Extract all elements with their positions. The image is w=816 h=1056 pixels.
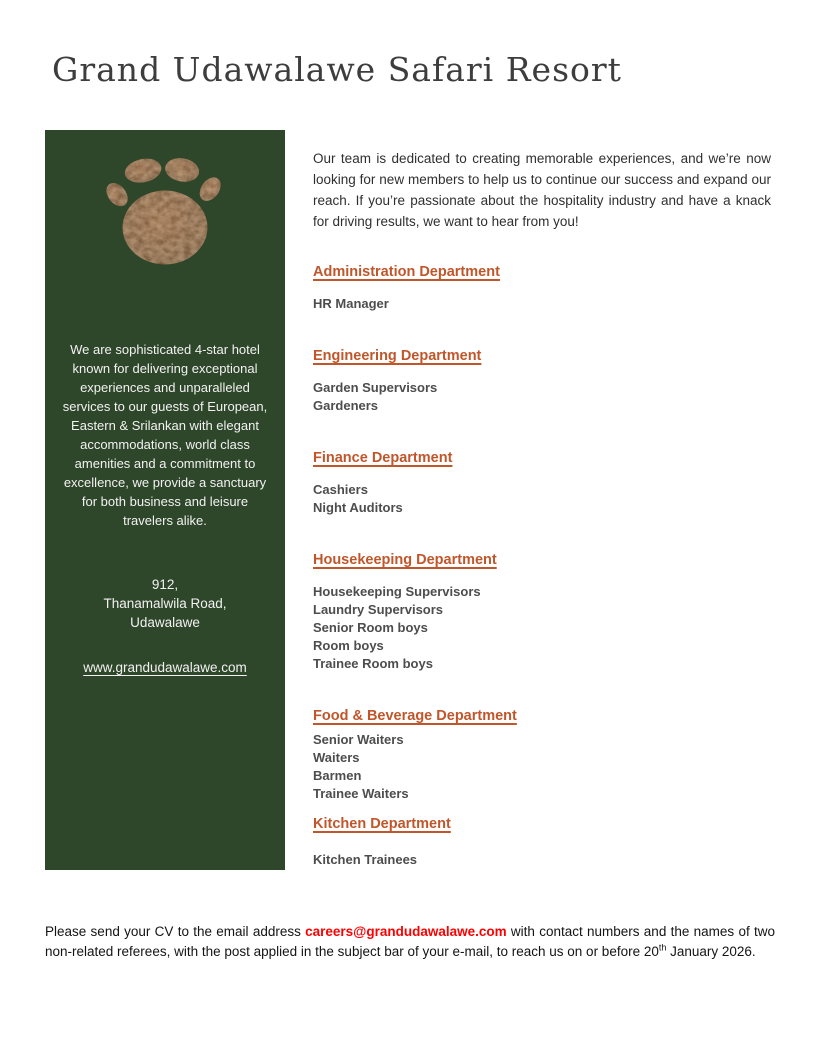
website-link[interactable]: www.grandudawalawe.com bbox=[83, 660, 247, 675]
elephant-footprint-logo-icon bbox=[45, 148, 285, 270]
address-line: Udawalawe bbox=[130, 615, 200, 630]
address-line: 912, bbox=[151, 577, 179, 592]
about-text: We are sophisticated 4-star hotel known for delivering exceptional experiences and unparalleled services to our guests of European, Eastern & Srilankan with elegant accommodations, world class amenities and a commitment to excellence, we provide a sanctuary for both business and leisure travelers alike. bbox=[62, 342, 268, 528]
position-item: Garden Supervisors bbox=[313, 380, 438, 395]
department-section bbox=[313, 264, 771, 313]
position-item: Night Auditors bbox=[313, 500, 403, 515]
footer-paragraph bbox=[45, 922, 775, 962]
website-block bbox=[45, 660, 285, 675]
position-item: Kitchen Trainees bbox=[313, 852, 418, 867]
footer-text-after: with contact numbers and the names of two non-related referees, with the post applied in the subject bar of your e-mail, to reach us on or before 20 bbox=[45, 924, 775, 959]
email-link[interactable]: careers@grandudawalawe.com bbox=[305, 924, 507, 939]
position-item: Senior Room boys bbox=[313, 620, 428, 635]
departments bbox=[313, 264, 771, 869]
department-section bbox=[313, 708, 771, 803]
footer-text-end: January 2026. bbox=[666, 944, 756, 959]
position-item: Laundry Supervisors bbox=[313, 602, 444, 617]
position-item: Senior Waiters bbox=[313, 732, 404, 747]
position-list bbox=[313, 481, 771, 517]
position-item: Barmen bbox=[313, 768, 362, 783]
department-section bbox=[313, 552, 771, 673]
position-list bbox=[313, 583, 771, 673]
footer-text-before: Please send your CV to the email address bbox=[45, 924, 306, 939]
main-content bbox=[313, 148, 771, 904]
department-heading: Administration Department bbox=[313, 264, 500, 280]
department-section bbox=[313, 450, 771, 517]
position-item: Trainee Room boys bbox=[313, 656, 433, 671]
address-block bbox=[45, 575, 285, 632]
sidebar bbox=[45, 130, 285, 870]
position-list bbox=[313, 379, 771, 415]
department-heading: Finance Department bbox=[313, 450, 453, 466]
address-line: Thanamalwila Road, bbox=[103, 596, 227, 611]
position-list bbox=[313, 731, 771, 803]
department-heading: Food & Beverage Department bbox=[313, 708, 517, 724]
department-section bbox=[313, 348, 771, 415]
department-heading: Engineering Department bbox=[313, 348, 482, 364]
department-heading: Housekeeping Department bbox=[313, 552, 497, 568]
position-list bbox=[313, 851, 771, 869]
page-title: Grand Udawalawe Safari Resort bbox=[52, 50, 622, 89]
position-item: Gardeners bbox=[313, 398, 379, 413]
position-item: Room boys bbox=[313, 638, 384, 653]
department-heading: Kitchen Department bbox=[313, 816, 451, 832]
position-item: Waiters bbox=[313, 750, 360, 765]
position-item: Cashiers bbox=[313, 482, 368, 497]
position-item: HR Manager bbox=[313, 296, 389, 311]
date-superscript: th bbox=[658, 942, 667, 953]
position-item: Trainee Waiters bbox=[313, 786, 409, 801]
department-section bbox=[313, 816, 771, 869]
position-item: Housekeeping Supervisors bbox=[313, 584, 481, 599]
intro-paragraph: Our team is dedicated to creating memorable experiences, and we’re now looking for new members to help us to continue our success and expand our reach. If you’re passionate about the hospitality industry and have a knack for driving results, we want to hear from you! bbox=[313, 151, 771, 229]
position-list bbox=[313, 295, 771, 313]
